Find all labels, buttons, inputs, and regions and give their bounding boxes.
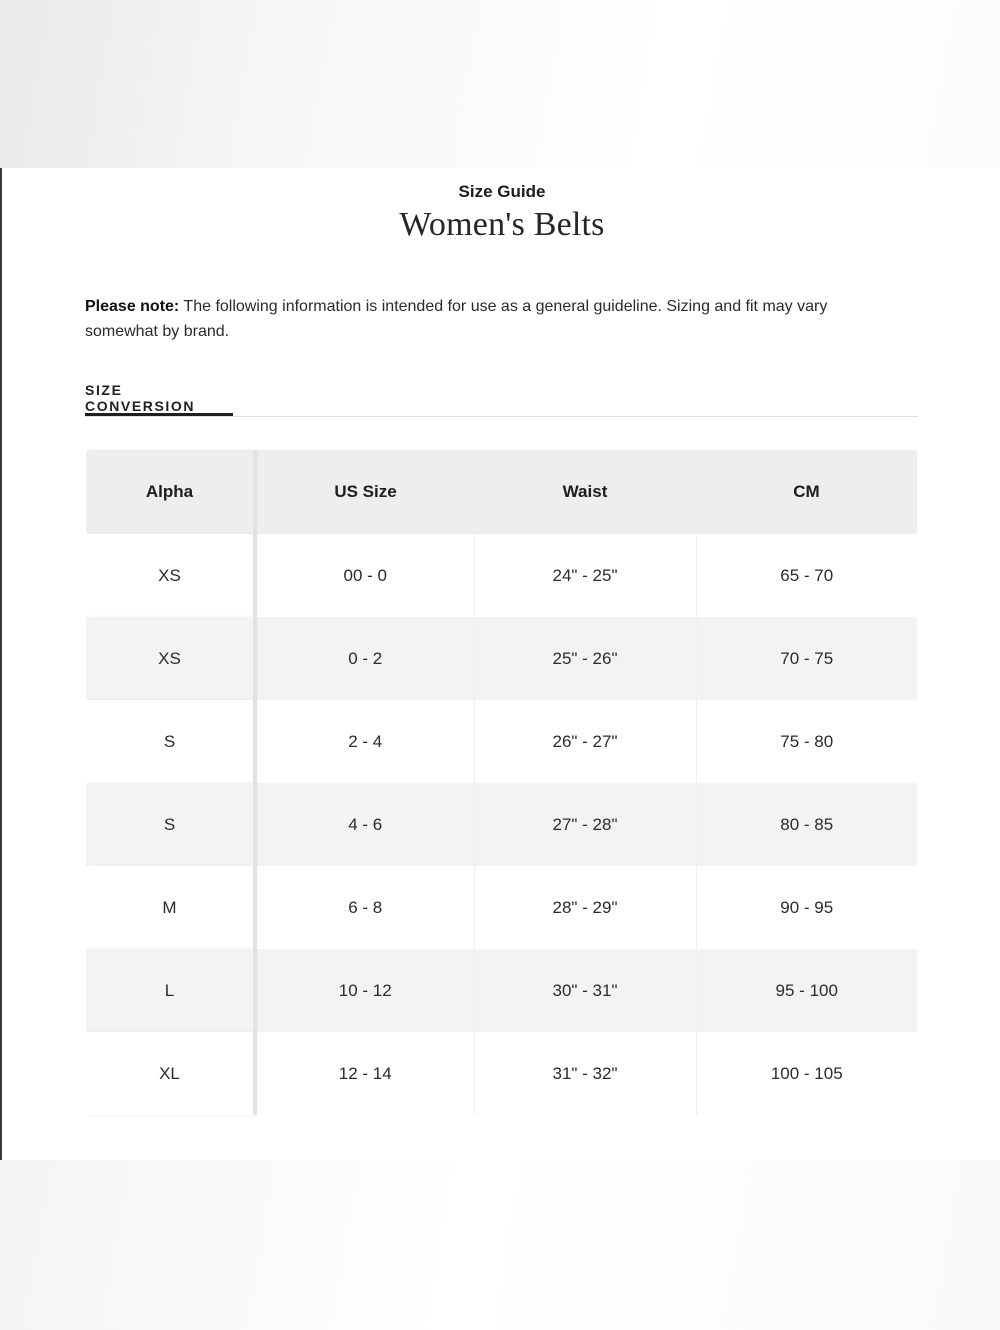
cell-cm: 70 - 75 xyxy=(780,648,834,668)
table-row xyxy=(86,866,917,949)
table-row xyxy=(86,949,917,1032)
column-header-us-size: US Size xyxy=(334,482,397,501)
cell-waist: 28" - 29" xyxy=(474,866,696,949)
cell-waist: 30" - 31" xyxy=(474,949,696,1032)
column-header-alpha: Alpha xyxy=(86,450,255,534)
table-header-row xyxy=(86,450,917,534)
table-row xyxy=(86,534,917,617)
cell-us-size: 0 - 2 xyxy=(255,617,474,700)
table-row xyxy=(86,1032,917,1115)
cell-waist: 31" - 32" xyxy=(474,1032,696,1115)
guideline-note xyxy=(85,294,885,344)
cell-us-size: 2 - 4 xyxy=(255,700,474,783)
cell-waist: 24" - 25" xyxy=(474,534,696,617)
table-row xyxy=(86,783,917,866)
note-emphasis: Please note: xyxy=(85,298,180,315)
tab-bar xyxy=(85,378,918,417)
cell-cm: 95 - 100 xyxy=(775,980,838,1000)
cell-waist: 26" - 27" xyxy=(474,700,696,783)
cell-alpha: M xyxy=(86,866,255,949)
cell-alpha: S xyxy=(86,700,255,783)
cell-alpha: XS xyxy=(86,534,255,617)
table-row xyxy=(86,700,917,783)
cell-alpha: L xyxy=(86,949,255,1032)
cell-us-size: 6 - 8 xyxy=(255,866,474,949)
cell-us-size: 00 - 0 xyxy=(255,534,474,617)
cell-us-size: 10 - 12 xyxy=(255,949,474,1032)
cell-us-size: 4 - 6 xyxy=(255,783,474,866)
table-row xyxy=(86,617,917,700)
cell-cm: 65 - 70 xyxy=(780,565,834,585)
size-guide-panel xyxy=(0,168,1000,1160)
size-conversion-table xyxy=(86,450,917,1115)
cell-waist: 25" - 26" xyxy=(474,617,696,700)
cell-alpha: XS xyxy=(86,617,255,700)
column-header-waist: Waist xyxy=(562,482,608,501)
cell-waist: 27" - 28" xyxy=(474,783,696,866)
cell-cm: 80 - 85 xyxy=(780,814,834,834)
column-header-cm: CM xyxy=(793,482,820,501)
cell-cm: 75 - 80 xyxy=(780,731,834,751)
cell-cm: 100 - 105 xyxy=(770,1063,843,1083)
page-title: Women's Belts xyxy=(399,206,605,243)
cell-cm: 90 - 95 xyxy=(780,897,834,917)
note-text: The following information is intended for use as a general guideline. Sizing and fit may vary somewhat by brand. xyxy=(85,298,828,340)
cell-alpha: S xyxy=(86,783,255,866)
cell-us-size: 12 - 14 xyxy=(255,1032,474,1115)
cell-alpha: XL xyxy=(86,1032,255,1115)
guide-label: Size Guide xyxy=(458,182,546,201)
tab-size-conversion[interactable]: SIZE CONVERSION xyxy=(85,382,233,416)
